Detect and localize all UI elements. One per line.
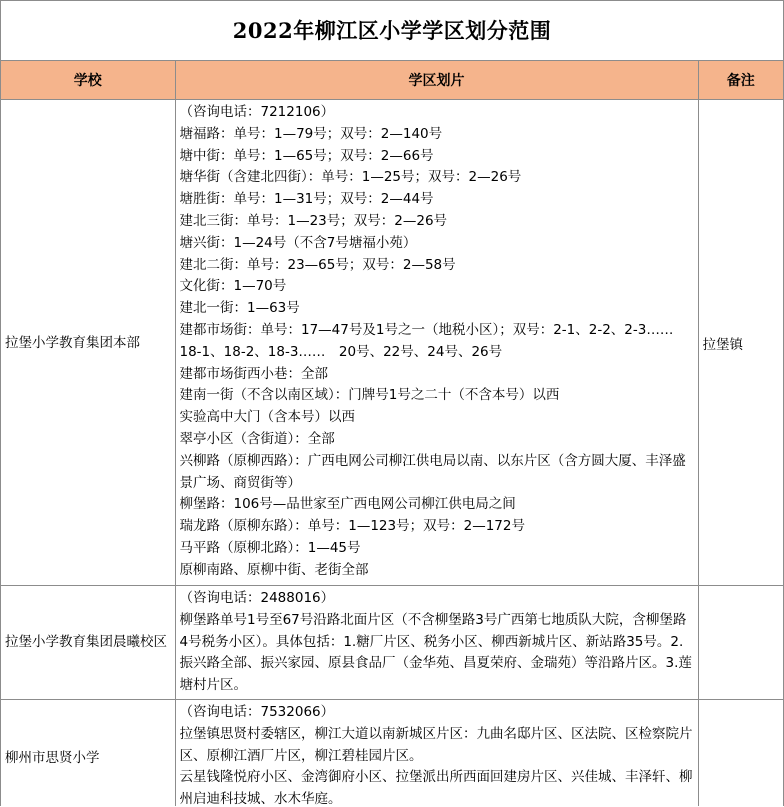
zone-line: 建北二街：单号：23—65号；双号：2—58号 [179, 256, 456, 273]
zone-cell [175, 699, 698, 806]
school-name: 柳州市思贤小学 [1, 699, 175, 806]
zone-line: 文化街：1—70号 [179, 278, 287, 295]
school-name: 拉堡小学教育集团晨曦校区 [1, 586, 175, 700]
zone-line: 原柳南路、原柳中街、老街全部 [179, 561, 369, 578]
zone-line: 塘福路：单号：1—79号；双号：2—140号 [179, 125, 443, 142]
zone-line: 翠亭小区（含街道）：全部 [179, 430, 335, 447]
zone-line: 建北一街：1—63号 [179, 300, 300, 317]
zone-line: （咨询电话：2488016） [179, 590, 335, 606]
zone-line: （咨询电话：7212106） [179, 104, 335, 120]
page-title: 2022年柳江区小学学区划分范围 [1, 1, 783, 61]
zone-line: 云星钱隆悦府小区、金湾御府小区、拉堡派出所西面回建房片区、兴佳城、丰泽轩、柳州启迪科技城、水木华庭。 [179, 769, 693, 806]
note-cell [698, 699, 783, 806]
zone-line: 塘中街：单号：1—65号；双号：2—66号 [179, 147, 434, 164]
district-table [1, 61, 783, 806]
note-cell [698, 586, 783, 700]
zone-line: 塘兴街：1—24号（不含7号塘福小苑） [179, 234, 417, 251]
table-row [1, 586, 783, 700]
header-row [1, 61, 783, 100]
zone-line: 实验高中大门（含本号）以西 [179, 409, 355, 426]
header-note: 备注 [698, 61, 783, 100]
header-school: 学校 [1, 61, 175, 100]
zone-line: 建南一街（不含以南区域）：门牌号1号之二十（不含本号）以西 [179, 387, 560, 404]
zone-line: 柳堡路：106号—品世家至广西电网公司柳江供电局之间 [179, 496, 516, 513]
zone-cell [175, 586, 698, 700]
zone-line: 塘华街（含建北四街）：单号：1—25号；双号：2—26号 [179, 169, 522, 186]
zone-line: 建都市场街：单号：17—47号及1号之一（地税小区）；双号：2-1、2-2、2-3…… 18-1、18-2、18-3…… 20号、22号、24号、26号 [179, 321, 687, 360]
zone-line: （咨询电话：7532066） [179, 703, 335, 720]
zone-line: 建都市场街西小巷：全部 [179, 365, 328, 382]
note-cell: 拉堡镇 [698, 100, 783, 586]
zone-line: 马平路（原柳北路）：1—45号 [179, 539, 361, 556]
table-row [1, 100, 783, 586]
zone-line: 柳堡路单号1号至67号沿路北面片区（不含柳堡路3号广西第七地质队大院，含柳堡路4号税务小区）。具体包括：1.糖厂片区、税务小区、柳西新城片区、新站路35号。2.振兴路全部、振兴家园、原县食品厂（金华苑、昌夏荣府、金瑞苑）等沿路片区。3.莲塘村片区。 [179, 611, 692, 694]
zone-line: 拉堡镇思贤村委辖区，柳江大道以南新城区片区：九曲名邸片区、区法院、区检察院片区、原柳江酒厂片区，柳江碧桂园片区。 [179, 725, 693, 764]
zone-cell [175, 100, 698, 586]
header-zones: 学区划片 [175, 61, 698, 100]
table-row [1, 699, 783, 806]
zone-line: 建北三街：单号：1—23号；双号：2—26号 [179, 212, 448, 229]
zone-line: 兴柳路（原柳西路）：广西电网公司柳江供电局以南、以东片区（含方圆大厦、丰泽盛景广场、商贸街等） [179, 452, 686, 491]
zone-line: 塘胜街：单号：1—31号；双号：2—44号 [179, 191, 434, 208]
zone-line: 瑞龙路（原柳东路）：单号：1—123号；双号：2—172号 [179, 518, 525, 535]
school-name: 拉堡小学教育集团本部 [1, 100, 175, 586]
